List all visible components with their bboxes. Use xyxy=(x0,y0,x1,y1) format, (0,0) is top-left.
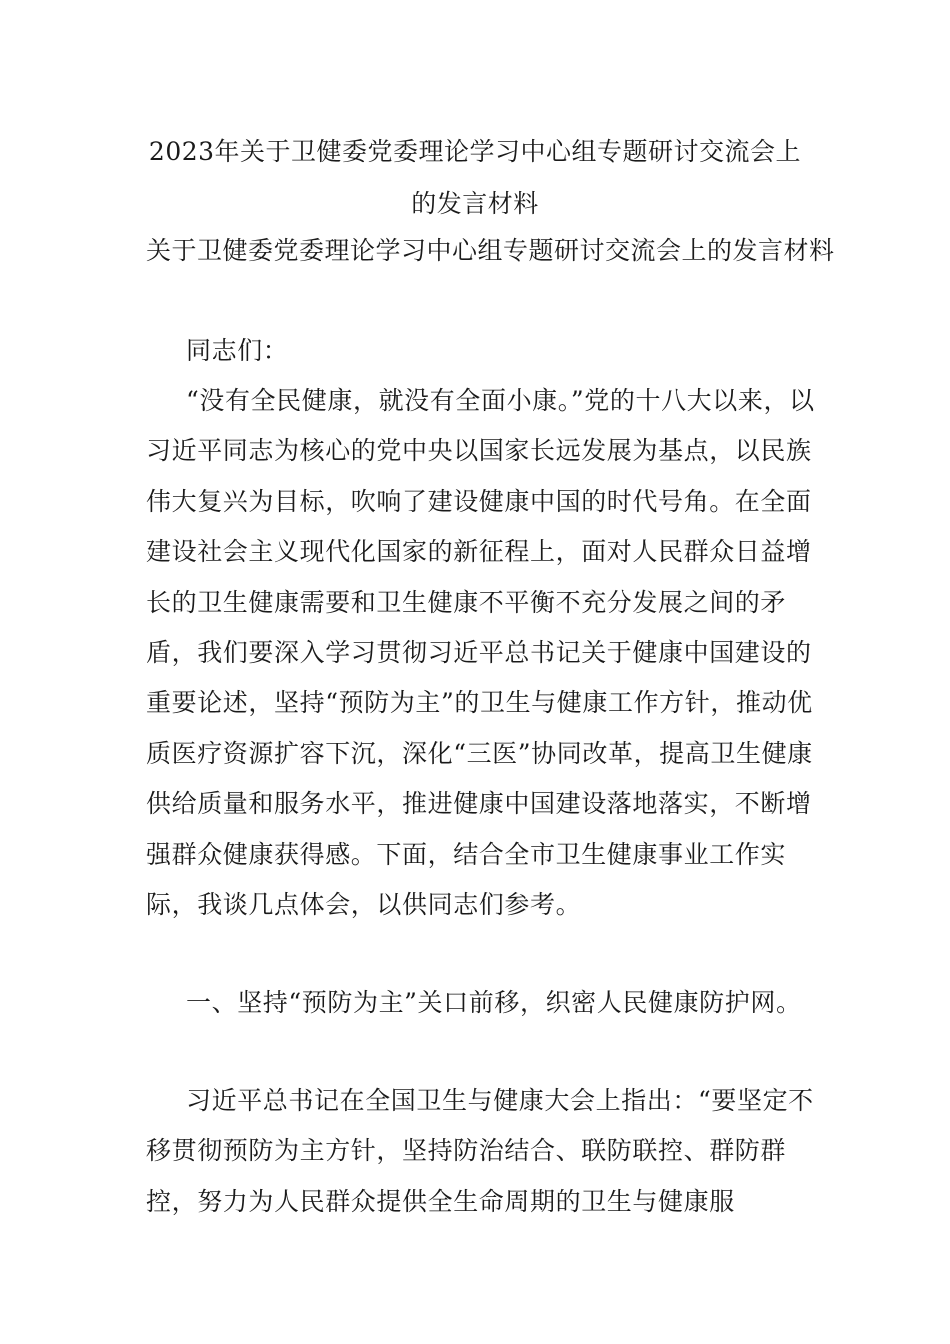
document-subtitle: 关于卫健委党委理论学习中心组专题研讨交流会上的发言材料 xyxy=(146,236,835,265)
title-line-2: 的发言材料 xyxy=(411,189,539,218)
paragraph-1-text: “没有全民健康，就没有全面小康。”党的十八大以来，以习近平同志为核心的党中央以国家长远发展为基点，以民族伟大复兴为目标，吹响了建设健康中国的时代号角。在全面建设社会主义现代化国家的新征程上，面对人民群众日益增长的卫生健康需要和卫生健康不平衡不充分发展之间的矛盾，我们要深入学习贯彻习近平总书记关于健康中国建设的重要论述，坚持“预防为主”的卫生与健康工作方针，推动优质医疗资源扩容下沉，深化“三医”协同改革，提高卫生健康供给质量和服务水平，推进健康中国建设落地落实，不断增强群众健康获得感。下面，结合全市卫生健康事业工作实际，我谈几点体会，以供同志们参考。 xyxy=(146,386,815,920)
section-1-heading-text: 一、坚持“预防为主”关口前移，织密人民健康防护网。 xyxy=(186,988,802,1017)
greeting-text: 同志们： xyxy=(186,336,289,365)
title-line-1: 2023年关于卫健委党委理论学习中心组专题研讨交流会上 xyxy=(148,137,802,166)
section-1-heading xyxy=(146,978,836,1028)
paragraph-1 xyxy=(146,376,836,930)
document-title xyxy=(130,126,820,230)
paragraph-2-text: 习近平总书记在全国卫生与健康大会上指出：“要坚定不移贯彻预防为主方针，坚持防治结合、联防联控、群防群控，努力为人民群众提供全生命周期的卫生与健康服 xyxy=(146,1086,814,1216)
greeting xyxy=(146,326,836,376)
paragraph-2 xyxy=(146,1076,836,1227)
